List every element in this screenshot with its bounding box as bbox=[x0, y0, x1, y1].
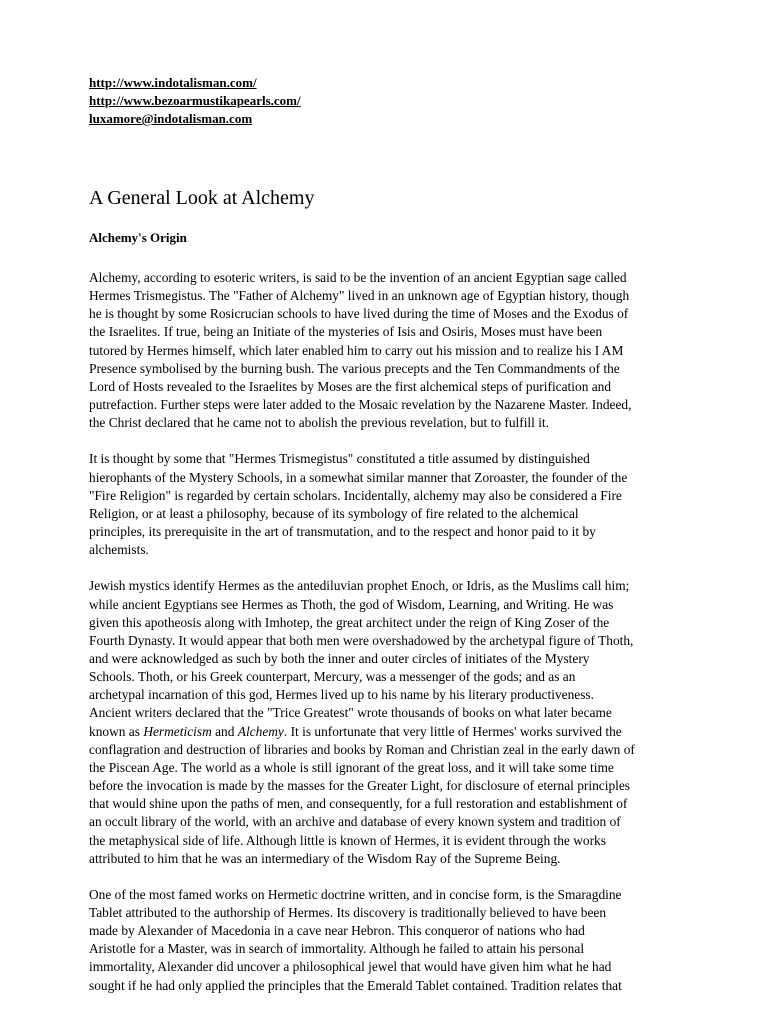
text-line: putrefaction. Further steps were later added to the Mosaic revelation by the Nazarene Master. Indeed, bbox=[89, 397, 632, 413]
text-line: Alchemy, according to esoteric writers, is said to be the invention of an ancient Egyptian sage called bbox=[89, 270, 627, 285]
text-line: made by Alexander of Macedonia in a cave near Hebron. This conqueror of nations who had bbox=[89, 923, 585, 939]
text-line: hierophants of the Mystery Schools, in a somewhat similar manner that Zoroaster, the founder of the bbox=[89, 469, 628, 485]
text-line: Ancient writers declared that the "Trice Greatest" wrote thousands of books on what later became bbox=[89, 705, 612, 721]
text-line: Religion, or at least a philosophy, because of its symbology of fire related to the alchemical bbox=[89, 505, 579, 521]
body-text bbox=[89, 269, 709, 995]
document-title: A General Look at Alchemy bbox=[89, 187, 315, 209]
text-line: known as Hermeticism and Alchemy. It is unfortunate that very little of Hermes' works survived the bbox=[89, 723, 622, 739]
text-line: that would shine upon the paths of men, and consequently, for a full restoration and establishment of bbox=[89, 796, 628, 812]
text-line: Tablet attributed to the authorship of Hermes. Its discovery is traditionally believed to have been bbox=[89, 905, 607, 920]
text-line: Jewish mystics identify Hermes as the antediluvian prophet Enoch, or Idris, as the Muslims call him; bbox=[89, 578, 630, 594]
text-line: One of the most famed works on Hermetic doctrine written, and in concise form, is the Smaragdine bbox=[89, 886, 622, 902]
text-line: attributed to him that he was an intermediary of the Wisdom Ray of the Supreme Being. bbox=[89, 850, 561, 866]
text-line: Presence symbolised by the burning bush. The various precepts and the Ten Commandments of the bbox=[89, 360, 620, 376]
text-line: the Piscean Age. The world as a whole is still ignorant of the great loss, and it will take some time bbox=[89, 759, 614, 775]
paragraph bbox=[89, 269, 709, 432]
text-line: archetypal incarnation of this god, Hermes lived up to his name by his literary productiveness. bbox=[89, 687, 594, 703]
link-bezoarmustikapearls[interactable]: http://www.bezoarmustikapearls.com/ bbox=[89, 93, 301, 108]
text-line: conflagration and destruction of libraries and books by Roman and Christian zeal in the early dawn of bbox=[89, 741, 635, 757]
text-line: before the invocation is made by the masses for the Greater Light, for disclosure of eternal principles bbox=[89, 778, 631, 794]
text-line: alchemists. bbox=[89, 542, 149, 558]
section-heading: Alchemy's Origin bbox=[89, 230, 187, 245]
text-line: an occult library of the world, with an archive and database of every known system and tradition of bbox=[89, 814, 621, 830]
text-line: principles, its prerequisite in the art of transmutation, and to the respect and honor paid to it by bbox=[89, 524, 596, 540]
text-line: the metaphysical side of life. Although little is known of Hermes, it is evident through the works bbox=[89, 832, 606, 848]
paragraph bbox=[89, 450, 709, 559]
text-line: given this apotheosis along with Imhotep, the great architect under the reign of King Zoser of the bbox=[89, 614, 610, 630]
text-line: Fourth Dynasty. It would appear that both men were overshadowed by the archetypal figure of Thoth, bbox=[89, 632, 634, 648]
header-links bbox=[89, 74, 709, 128]
link-email[interactable]: luxamore@indotalisman.com bbox=[89, 111, 253, 126]
text-line: tutored by Hermes himself, which later enabled him to carry out his mission and to realize his I AM bbox=[89, 342, 624, 358]
text-line: "Fire Religion" is regarded by certain scholars. Incidentally, alchemy may also be considered a Fire bbox=[89, 487, 622, 503]
text-line: immortality, Alexander did uncover a philosophical jewel that would have given him what he had bbox=[89, 959, 612, 975]
text-line: while ancient Egyptians see Hermes as Thoth, the god of Wisdom, Learning, and Writing. He was bbox=[89, 596, 614, 612]
text-line: the Christ declared that he came not to abolish the previous revelation, but to fulfill it. bbox=[89, 415, 549, 431]
text-line: the Israelites. If true, being an Initiate of the mysteries of Isis and Osiris, Moses must have been bbox=[89, 324, 603, 340]
text-line: Schools. Thoth, or his Greek counterpart, Mercury, was a messenger of the gods; and as an bbox=[89, 669, 576, 685]
text-line: It is thought by some that "Hermes Trismegistus" constituted a title assumed by distinguished bbox=[89, 451, 590, 467]
link-indotalisman[interactable]: http://www.indotalisman.com/ bbox=[89, 75, 257, 90]
text-line: Lord of Hosts revealed to the Israelites by Moses are the first alchemical steps of purification and bbox=[89, 378, 612, 394]
text-line: Aristotle for a Master, was in search of immortality. Although he failed to attain his personal bbox=[89, 941, 585, 957]
text-line: sought if he had only applied the principles that the Emerald Tablet contained. Tradition relates that bbox=[89, 977, 622, 993]
text-line: Hermes Trismegistus. The "Father of Alchemy" lived in an unknown age of Egyptian history, though bbox=[89, 288, 630, 304]
paragraph bbox=[89, 886, 709, 995]
text-line: and were acknowledged as such by both the inner and outer circles of initiates of the Mystery bbox=[89, 650, 590, 666]
document-page bbox=[89, 74, 709, 995]
paragraph bbox=[89, 577, 709, 868]
text-line: he is thought by some Rosicrucian schools to have lived during the time of Moses and the Exodus of bbox=[89, 306, 629, 322]
